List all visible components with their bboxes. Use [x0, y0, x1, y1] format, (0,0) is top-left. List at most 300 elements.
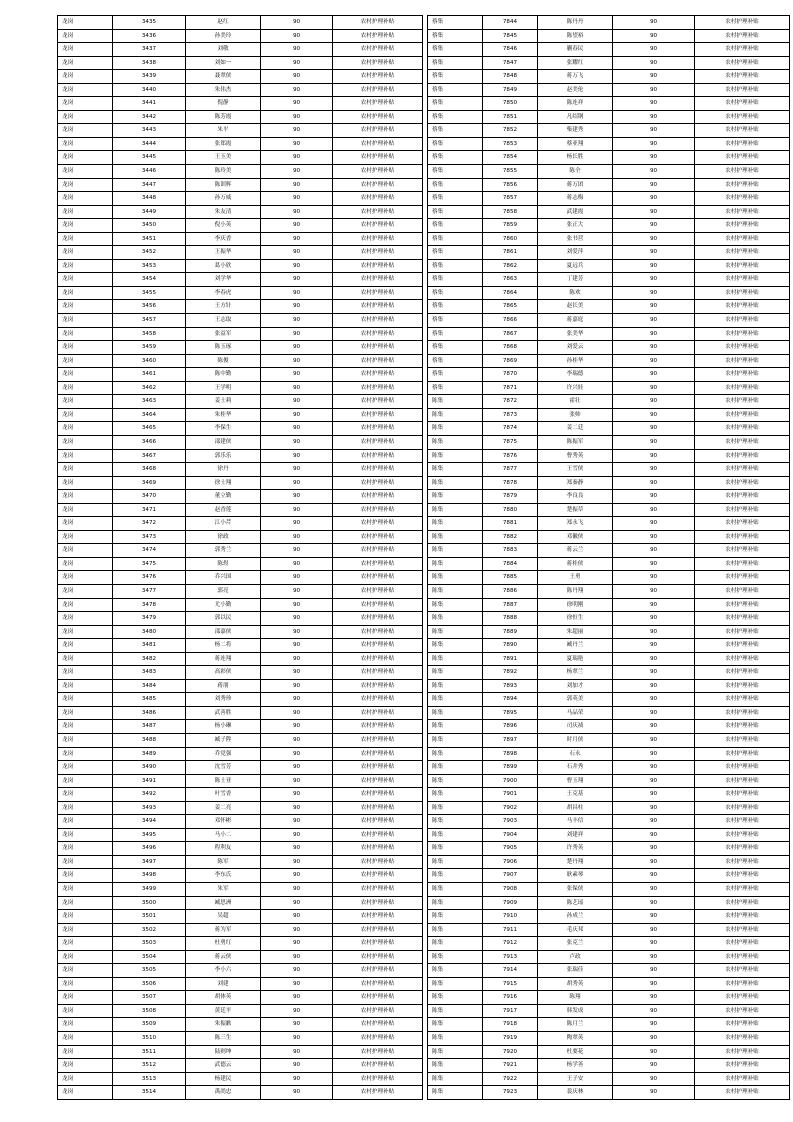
serial-number-cell: 3493: [113, 801, 186, 815]
serial-number-cell: 3465: [113, 422, 186, 436]
town-cell: 龙岗: [58, 652, 113, 666]
town-cell: 蔡集: [428, 29, 483, 43]
subsidy-type-cell: 农村护理补贴: [333, 517, 423, 531]
amount-cell: 90: [261, 259, 333, 273]
town-cell: 龙岗: [58, 679, 113, 693]
amount-cell: 90: [261, 273, 333, 287]
table-row: [58, 395, 423, 409]
person-name-cell: 朱超丽: [538, 625, 613, 639]
subsidy-type-cell: 农村护理补贴: [333, 842, 423, 856]
person-name-cell: 陈三生: [186, 1032, 261, 1046]
town-cell: 龙岗: [58, 314, 113, 328]
amount-cell: 90: [613, 232, 695, 246]
subsidy-type-cell: 农村护理补贴: [333, 1018, 423, 1032]
town-cell: 龙岗: [58, 1032, 113, 1046]
person-name-cell: 张保侠: [538, 883, 613, 897]
amount-cell: 90: [613, 97, 695, 111]
serial-number-cell: 7904: [483, 828, 538, 842]
table-row: [58, 259, 423, 273]
town-cell: 龙岗: [58, 368, 113, 382]
serial-number-cell: 3510: [113, 1032, 186, 1046]
serial-number-cell: 7911: [483, 923, 538, 937]
table-row: [58, 124, 423, 138]
town-cell: 陈集: [428, 950, 483, 964]
subsidy-type-cell: 农村护理补贴: [333, 950, 423, 964]
subsidy-type-cell: 农村护理补贴: [695, 435, 790, 449]
person-name-cell: 王子安: [538, 1072, 613, 1086]
amount-cell: 90: [261, 1032, 333, 1046]
serial-number-cell: 7855: [483, 165, 538, 179]
table-row: [58, 964, 423, 978]
person-name-cell: 司庆祯: [538, 720, 613, 734]
town-cell: 陈集: [428, 408, 483, 422]
amount-cell: 90: [613, 842, 695, 856]
town-cell: 蔡集: [428, 56, 483, 70]
serial-number-cell: 3494: [113, 815, 186, 829]
serial-number-cell: 7880: [483, 503, 538, 517]
person-name-cell: 蒋连翔: [186, 652, 261, 666]
subsidy-type-cell: 农村护理补贴: [333, 544, 423, 558]
table-row: [428, 544, 790, 558]
table-row: [58, 625, 423, 639]
amount-cell: 90: [613, 991, 695, 1005]
town-cell: 龙岗: [58, 1059, 113, 1073]
person-name-cell: 许秀英: [538, 842, 613, 856]
subsidy-type-cell: 农村护理补贴: [333, 246, 423, 260]
subsidy-type-cell: 农村护理补贴: [333, 137, 423, 151]
town-cell: 龙岗: [58, 1004, 113, 1018]
serial-number-cell: 3497: [113, 855, 186, 869]
amount-cell: 90: [261, 937, 333, 951]
serial-number-cell: 7849: [483, 83, 538, 97]
town-cell: 蔡集: [428, 368, 483, 382]
amount-cell: 90: [261, 368, 333, 382]
person-name-cell: 夏瑞艳: [538, 652, 613, 666]
person-name-cell: 楚振草: [538, 503, 613, 517]
table-row: [428, 625, 790, 639]
table-row: [428, 259, 790, 273]
amount-cell: 90: [261, 490, 333, 504]
amount-cell: 90: [613, 679, 695, 693]
amount-cell: 90: [261, 327, 333, 341]
table-row: [428, 584, 790, 598]
town-cell: 龙岗: [58, 584, 113, 598]
serial-number-cell: 7888: [483, 612, 538, 626]
town-cell: 龙岗: [58, 761, 113, 775]
subsidy-type-cell: 农村护理补贴: [695, 300, 790, 314]
table-row: [58, 503, 423, 517]
table-row: [58, 761, 423, 775]
amount-cell: 90: [613, 652, 695, 666]
table-row: [58, 1086, 423, 1100]
table-row: [428, 463, 790, 477]
amount-cell: 90: [613, 815, 695, 829]
serial-number-cell: 7913: [483, 950, 538, 964]
amount-cell: 90: [261, 381, 333, 395]
table-row: [428, 368, 790, 382]
subsidy-type-cell: 农村护理补贴: [333, 693, 423, 707]
person-name-cell: 李春虎: [186, 286, 261, 300]
amount-cell: 90: [613, 151, 695, 165]
serial-number-cell: 3481: [113, 639, 186, 653]
table-row: [58, 137, 423, 151]
serial-number-cell: 3441: [113, 97, 186, 111]
person-name-cell: 刘敬: [186, 43, 261, 57]
serial-number-cell: 3490: [113, 761, 186, 775]
amount-cell: 90: [261, 476, 333, 490]
subsidy-type-cell: 农村护理补贴: [695, 557, 790, 571]
subsidy-type-cell: 农村护理补贴: [333, 1032, 423, 1046]
serial-number-cell: 7854: [483, 151, 538, 165]
serial-number-cell: 3459: [113, 341, 186, 355]
amount-cell: 90: [613, 327, 695, 341]
table-row: [58, 923, 423, 937]
left-subsidy-table: [57, 15, 423, 1100]
amount-cell: 90: [261, 720, 333, 734]
amount-cell: 90: [261, 463, 333, 477]
subsidy-type-cell: 农村护理补贴: [695, 774, 790, 788]
person-name-cell: 江小芹: [186, 517, 261, 531]
person-name-cell: 蒋万团: [538, 178, 613, 192]
subsidy-type-cell: 农村护理补贴: [695, 815, 790, 829]
town-cell: 龙岗: [58, 408, 113, 422]
town-cell: 龙岗: [58, 991, 113, 1005]
amount-cell: 90: [613, 1059, 695, 1073]
table-row: [428, 341, 790, 355]
person-name-cell: 邓徽侠: [538, 530, 613, 544]
amount-cell: 90: [261, 896, 333, 910]
table-row: [58, 408, 423, 422]
table-row: [428, 408, 790, 422]
subsidy-type-cell: 农村护理补贴: [695, 151, 790, 165]
table-row: [428, 1018, 790, 1032]
table-row: [58, 720, 423, 734]
town-cell: 蔡集: [428, 16, 483, 30]
serial-number-cell: 3471: [113, 503, 186, 517]
person-name-cell: 蒯春民: [538, 43, 613, 57]
amount-cell: 90: [613, 422, 695, 436]
amount-cell: 90: [261, 855, 333, 869]
town-cell: 龙岗: [58, 855, 113, 869]
amount-cell: 90: [261, 165, 333, 179]
amount-cell: 90: [261, 83, 333, 97]
amount-cell: 90: [261, 706, 333, 720]
amount-cell: 90: [613, 395, 695, 409]
subsidy-type-cell: 农村护理补贴: [695, 896, 790, 910]
table-row: [58, 43, 423, 57]
subsidy-type-cell: 农村护理补贴: [695, 883, 790, 897]
serial-number-cell: 3476: [113, 571, 186, 585]
amount-cell: 90: [261, 43, 333, 57]
town-cell: 蔡集: [428, 110, 483, 124]
serial-number-cell: 3446: [113, 165, 186, 179]
person-name-cell: 徐明刚: [538, 598, 613, 612]
town-cell: 龙岗: [58, 341, 113, 355]
person-name-cell: 张正大: [538, 219, 613, 233]
subsidy-type-cell: 农村护理补贴: [333, 300, 423, 314]
amount-cell: 90: [613, 693, 695, 707]
subsidy-type-cell: 农村护理补贴: [695, 801, 790, 815]
town-cell: 龙岗: [58, 801, 113, 815]
serial-number-cell: 7885: [483, 571, 538, 585]
table-row: [58, 828, 423, 842]
table-row: [58, 476, 423, 490]
town-cell: 陈集: [428, 706, 483, 720]
town-cell: 龙岗: [58, 517, 113, 531]
serial-number-cell: 3503: [113, 937, 186, 951]
town-cell: 陈集: [428, 788, 483, 802]
subsidy-type-cell: 农村护理补贴: [695, 1004, 790, 1018]
person-name-cell: 马小二: [186, 828, 261, 842]
subsidy-type-cell: 农村护理补贴: [333, 706, 423, 720]
person-name-cell: 朱伟杰: [186, 83, 261, 97]
table-row: [58, 977, 423, 991]
town-cell: 陈集: [428, 625, 483, 639]
table-row: [428, 503, 790, 517]
table-row: [58, 165, 423, 179]
person-name-cell: 高彩侠: [186, 666, 261, 680]
serial-number-cell: 7858: [483, 205, 538, 219]
serial-number-cell: 3457: [113, 314, 186, 328]
town-cell: 陈集: [428, 883, 483, 897]
person-name-cell: 孙美玲: [186, 29, 261, 43]
serial-number-cell: 3447: [113, 178, 186, 192]
serial-number-cell: 3460: [113, 354, 186, 368]
subsidy-type-cell: 农村护理补贴: [695, 747, 790, 761]
table-row: [58, 205, 423, 219]
serial-number-cell: 7864: [483, 286, 538, 300]
amount-cell: 90: [613, 544, 695, 558]
person-name-cell: 陈欢: [538, 286, 613, 300]
serial-number-cell: 3472: [113, 517, 186, 531]
serial-number-cell: 7910: [483, 910, 538, 924]
table-row: [58, 910, 423, 924]
subsidy-type-cell: 农村护理补贴: [333, 652, 423, 666]
subsidy-type-cell: 农村护理补贴: [333, 110, 423, 124]
subsidy-type-cell: 农村护理补贴: [695, 395, 790, 409]
serial-number-cell: 3479: [113, 612, 186, 626]
person-name-cell: 陈玲美: [186, 165, 261, 179]
table-row: [58, 422, 423, 436]
serial-number-cell: 3485: [113, 693, 186, 707]
person-name-cell: 刘秀珍: [186, 693, 261, 707]
table-row: [428, 693, 790, 707]
amount-cell: 90: [613, 1018, 695, 1032]
town-cell: 陈集: [428, 747, 483, 761]
table-row: [428, 896, 790, 910]
table-row: [428, 1045, 790, 1059]
amount-cell: 90: [613, 733, 695, 747]
subsidy-type-cell: 农村护理补贴: [333, 165, 423, 179]
table-row: [58, 178, 423, 192]
person-name-cell: 蒋嘉庭: [538, 314, 613, 328]
town-cell: 陈集: [428, 720, 483, 734]
person-name-cell: 陈芳霞: [186, 110, 261, 124]
subsidy-type-cell: 农村护理补贴: [695, 720, 790, 734]
table-row: [428, 354, 790, 368]
subsidy-type-cell: 农村护理补贴: [333, 151, 423, 165]
amount-cell: 90: [261, 544, 333, 558]
subsidy-type-cell: 农村护理补贴: [695, 16, 790, 30]
subsidy-type-cell: 农村护理补贴: [695, 530, 790, 544]
amount-cell: 90: [261, 883, 333, 897]
table-row: [428, 612, 790, 626]
person-name-cell: 郭以民: [186, 612, 261, 626]
table-row: [58, 788, 423, 802]
amount-cell: 90: [613, 490, 695, 504]
amount-cell: 90: [613, 761, 695, 775]
table-row: [428, 16, 790, 30]
serial-number-cell: 7872: [483, 395, 538, 409]
person-name-cell: 王雪侠: [538, 463, 613, 477]
amount-cell: 90: [261, 1059, 333, 1073]
town-cell: 龙岗: [58, 192, 113, 206]
person-name-cell: 张克兰: [538, 937, 613, 951]
amount-cell: 90: [613, 43, 695, 57]
town-cell: 龙岗: [58, 706, 113, 720]
table-row: [428, 300, 790, 314]
serial-number-cell: 3482: [113, 652, 186, 666]
subsidy-type-cell: 农村护理补贴: [695, 178, 790, 192]
serial-number-cell: 7898: [483, 747, 538, 761]
serial-number-cell: 7903: [483, 815, 538, 829]
person-name-cell: 陈俊: [186, 354, 261, 368]
amount-cell: 90: [261, 625, 333, 639]
person-name-cell: 李庆香: [186, 232, 261, 246]
amount-cell: 90: [613, 70, 695, 84]
subsidy-type-cell: 农村护理补贴: [695, 964, 790, 978]
amount-cell: 90: [261, 815, 333, 829]
person-name-cell: 杨小琳: [186, 720, 261, 734]
amount-cell: 90: [613, 110, 695, 124]
subsidy-type-cell: 农村护理补贴: [333, 801, 423, 815]
serial-number-cell: 7866: [483, 314, 538, 328]
serial-number-cell: 3440: [113, 83, 186, 97]
table-row: [428, 910, 790, 924]
serial-number-cell: 7883: [483, 544, 538, 558]
person-name-cell: 王玉美: [186, 151, 261, 165]
person-name-cell: 赵长美: [538, 300, 613, 314]
amount-cell: 90: [613, 381, 695, 395]
serial-number-cell: 3509: [113, 1018, 186, 1032]
table-row: [58, 435, 423, 449]
person-name-cell: 陈艺瑶: [538, 896, 613, 910]
town-cell: 龙岗: [58, 625, 113, 639]
person-name-cell: 朱军: [186, 883, 261, 897]
table-row: [58, 584, 423, 598]
subsidy-type-cell: 农村护理补贴: [695, 70, 790, 84]
person-name-cell: 时月侠: [538, 733, 613, 747]
subsidy-type-cell: 农村护理补贴: [695, 612, 790, 626]
town-cell: 龙岗: [58, 449, 113, 463]
amount-cell: 90: [613, 354, 695, 368]
amount-cell: 90: [613, 16, 695, 30]
amount-cell: 90: [613, 625, 695, 639]
subsidy-type-cell: 农村护理补贴: [695, 232, 790, 246]
amount-cell: 90: [261, 761, 333, 775]
person-name-cell: 杨学善: [538, 1059, 613, 1073]
town-cell: 陈集: [428, 1018, 483, 1032]
table-row: [58, 1032, 423, 1046]
town-cell: 龙岗: [58, 29, 113, 43]
town-cell: 陈集: [428, 910, 483, 924]
serial-number-cell: 3496: [113, 842, 186, 856]
subsidy-type-cell: 农村护理补贴: [333, 341, 423, 355]
table-row: [58, 517, 423, 531]
amount-cell: 90: [261, 151, 333, 165]
person-name-cell: 杨建民: [186, 1072, 261, 1086]
table-row: [58, 381, 423, 395]
serial-number-cell: 3453: [113, 259, 186, 273]
person-name-cell: 张瑞佳: [538, 964, 613, 978]
amount-cell: 90: [261, 571, 333, 585]
table-row: [58, 801, 423, 815]
subsidy-type-cell: 农村护理补贴: [333, 964, 423, 978]
subsidy-type-cell: 农村护理补贴: [333, 530, 423, 544]
town-cell: 陈集: [428, 923, 483, 937]
table-row: [58, 368, 423, 382]
subsidy-type-cell: 农村护理补贴: [695, 327, 790, 341]
subsidy-type-cell: 农村护理补贴: [695, 584, 790, 598]
person-name-cell: 倪小英: [186, 219, 261, 233]
town-cell: 陈集: [428, 693, 483, 707]
town-cell: 龙岗: [58, 246, 113, 260]
person-name-cell: 邵建侠: [186, 435, 261, 449]
subsidy-type-cell: 农村护理补贴: [695, 408, 790, 422]
person-name-cell: 郭英美: [538, 693, 613, 707]
town-cell: 蔡集: [428, 232, 483, 246]
table-row: [58, 16, 423, 30]
town-cell: 龙岗: [58, 598, 113, 612]
table-row: [58, 774, 423, 788]
table-row: [58, 327, 423, 341]
amount-cell: 90: [613, 178, 695, 192]
person-name-cell: 朱平: [186, 124, 261, 138]
serial-number-cell: 3442: [113, 110, 186, 124]
person-name-cell: 蒋云侠: [186, 950, 261, 964]
town-cell: 蔡集: [428, 83, 483, 97]
person-name-cell: 臧丹兰: [538, 639, 613, 653]
table-row: [58, 733, 423, 747]
town-cell: 蔡集: [428, 192, 483, 206]
amount-cell: 90: [261, 408, 333, 422]
serial-number-cell: 3514: [113, 1086, 186, 1100]
serial-number-cell: 3436: [113, 29, 186, 43]
person-name-cell: 葛小欣: [186, 259, 261, 273]
serial-number-cell: 7894: [483, 693, 538, 707]
amount-cell: 90: [261, 1045, 333, 1059]
amount-cell: 90: [613, 1004, 695, 1018]
amount-cell: 90: [613, 517, 695, 531]
person-name-cell: 王克基: [538, 788, 613, 802]
serial-number-cell: 7848: [483, 70, 538, 84]
serial-number-cell: 3473: [113, 530, 186, 544]
person-name-cell: 蒋云兰: [538, 544, 613, 558]
town-cell: 蔡集: [428, 219, 483, 233]
table-row: [58, 151, 423, 165]
town-cell: 龙岗: [58, 842, 113, 856]
table-row: [58, 612, 423, 626]
amount-cell: 90: [613, 706, 695, 720]
subsidy-type-cell: 农村护理补贴: [333, 666, 423, 680]
table-row: [428, 571, 790, 585]
subsidy-type-cell: 农村护理补贴: [333, 733, 423, 747]
serial-number-cell: 3438: [113, 56, 186, 70]
serial-number-cell: 7852: [483, 124, 538, 138]
table-row: [428, 381, 790, 395]
town-cell: 龙岗: [58, 1018, 113, 1032]
subsidy-type-cell: 农村护理补贴: [333, 463, 423, 477]
